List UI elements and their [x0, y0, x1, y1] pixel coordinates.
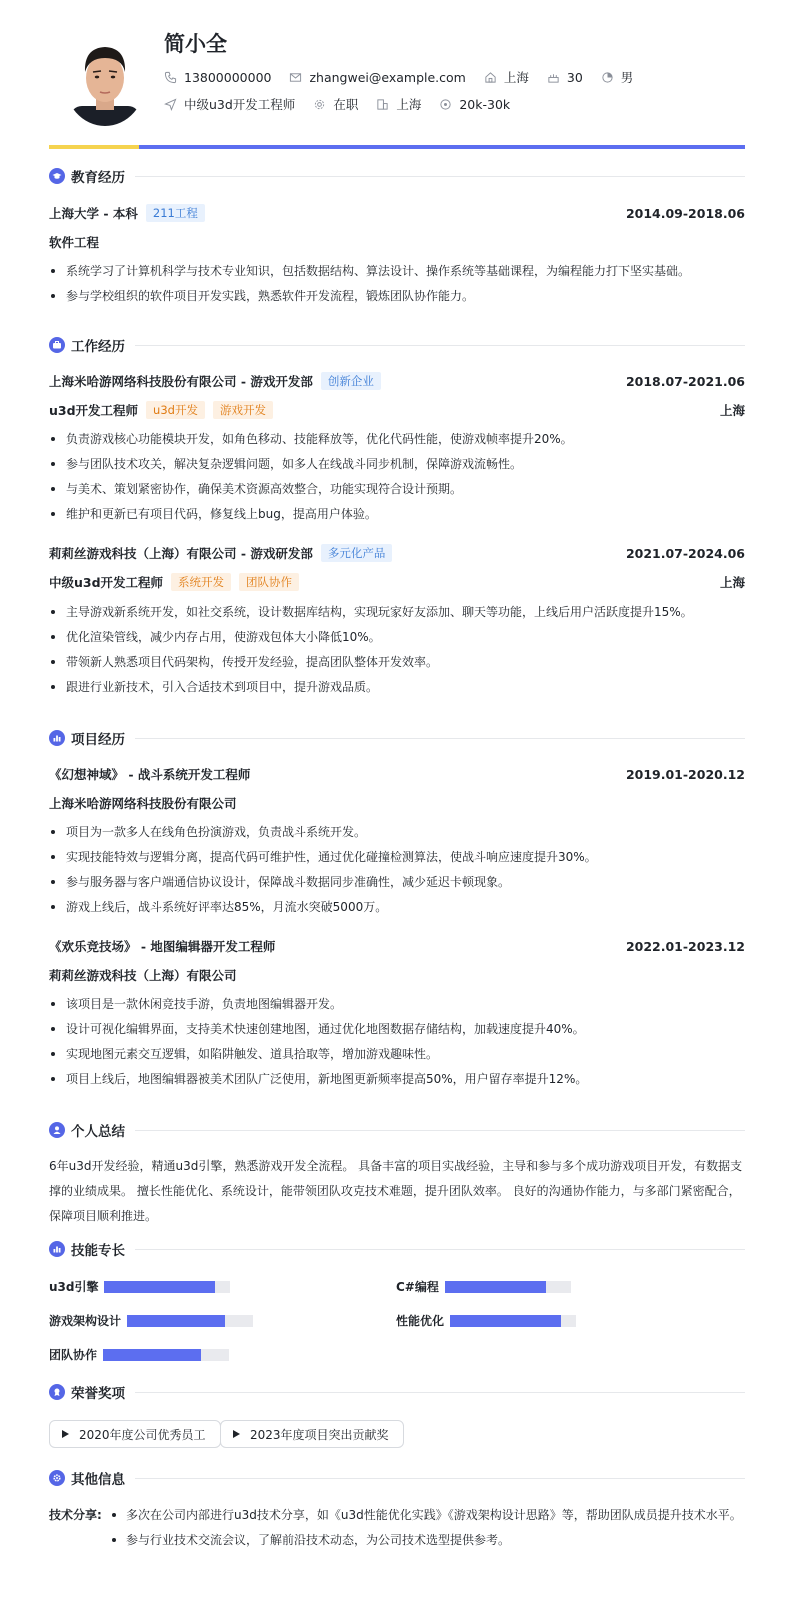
list-item: 游戏上线后，战斗系统好评率达85%，月流水突破5000万。 — [49, 897, 745, 922]
gear-icon — [313, 98, 326, 111]
project-company: 上海米哈游网络科技股份有限公司 — [49, 796, 237, 811]
skill-bar — [127, 1315, 253, 1327]
job-1-bullets — [49, 429, 745, 529]
education-header — [49, 204, 745, 222]
skill-bar — [450, 1315, 576, 1327]
skill-fill — [104, 1281, 215, 1293]
list-item: 优化渲染管线，减少内存占用，使游戏包体大小降低10%。 — [49, 627, 745, 652]
list-item: 参与团队技术攻关，解决复杂逻辑问题，如多人在线战斗同步机制，保障游戏流畅性。 — [49, 454, 745, 479]
list-item: 项目为一款多人在线角色扮演游戏，负责战斗系统开发。 — [49, 822, 745, 847]
job-role: 中级u3d开发工程师 — [49, 575, 164, 590]
list-item: 项目上线后，地图编辑器被美术团队广泛使用，新地图更新频率提高50%，用户留存率提升12%。 — [49, 1069, 745, 1094]
list-item: 实现技能特效与逻辑分离，提高代码可维护性，通过优化碰撞检测算法，使战斗响应速度提升30%。 — [49, 847, 745, 872]
list-item: 与美术、策划紧密协作，确保美术资源高效整合，功能实现符合设计预期。 — [49, 479, 745, 504]
job-date: 2018.07-2021.06 — [625, 373, 745, 389]
role-tag: 团队协作 — [239, 573, 299, 591]
education-date: 2014.09-2018.06 — [625, 205, 745, 221]
project-company: 莉莉丝游戏科技（上海）有限公司 — [49, 968, 237, 983]
coin-icon — [439, 98, 452, 111]
project-1-header — [49, 765, 745, 783]
list-item: 跟进行业新技术，引入合适技术到项目中，提升游戏品质。 — [49, 677, 745, 702]
role-tag: 游戏开发 — [213, 401, 273, 419]
chart-bars-icon — [49, 1241, 65, 1257]
briefcase-icon — [49, 337, 65, 353]
list-item: 系统学习了计算机科学与技术专业知识，包括数据结构、算法设计、操作系统等基础课程，为编程能力打下坚实基础。 — [49, 261, 745, 286]
play-icon — [62, 1430, 69, 1438]
summary-text: 6年u3d开发经验，精通u3d引擎，熟悉游戏开发全流程。 具备丰富的项目实战经验，主导和参与多个成功游戏项目开发，有数据支 撑的业绩成果。 擅长性能优化、系统设计，能带领团队攻克技术难题，提升团队效率。 良好的沟通协作能力，与多部门紧密配合， 保障项目顺利推进。 — [49, 1159, 743, 1223]
email[interactable]: zhangwei@example.com — [289, 70, 465, 85]
project-2-bullets — [49, 994, 745, 1094]
major-row — [49, 233, 745, 251]
phone: 13800000000 — [164, 70, 271, 85]
age: 30 — [547, 70, 583, 85]
skill-fill — [450, 1315, 561, 1327]
major: 软件工程 — [49, 235, 100, 250]
medal-icon — [49, 1384, 65, 1400]
list-item: 维护和更新已有项目代码，修复线上bug，提高用户体验。 — [49, 504, 745, 529]
award-item: 2023年度项目突出贡献奖 — [220, 1420, 404, 1448]
section-summary: 个人总结 — [49, 1120, 745, 1140]
job-location: 上海 — [719, 575, 745, 590]
work-city: 上海 — [376, 95, 421, 113]
skill-item: 游戏架构设计 — [49, 1312, 253, 1329]
target-position: 中级u3d开发工程师 — [164, 95, 295, 113]
project-2-company — [49, 966, 745, 984]
job-2-role — [49, 573, 745, 591]
avatar — [64, 34, 146, 126]
section-projects: 项目经历 — [49, 728, 745, 748]
company-name: 莉莉丝游戏科技（上海）有限公司 - 游戏研发部 — [49, 546, 313, 561]
skill-item: 性能优化 — [396, 1312, 576, 1329]
header-divider — [49, 145, 745, 149]
skill-fill — [103, 1349, 201, 1361]
role-tag: 系统开发 — [171, 573, 231, 591]
user-icon — [49, 1122, 65, 1138]
job-1-header — [49, 372, 745, 390]
home-icon — [484, 71, 497, 84]
list-item: 该项目是一款休闲竞技手游，负责地图编辑器开发。 — [49, 994, 745, 1019]
job-intent-row — [164, 95, 528, 113]
other-label: 技术分享: — [49, 1508, 102, 1522]
project-date: 2019.01-2020.12 — [625, 766, 745, 782]
list-item: 负责游戏核心功能模块开发，如角色移动、技能释放等，优化代码性能，使游戏帧率提升20%。 — [49, 429, 745, 454]
skill-item: C#编程 — [396, 1278, 571, 1295]
job-date: 2021.07-2024.06 — [625, 545, 745, 561]
list-item: 参与学校组织的软件项目开发实践，熟悉软件开发流程，锻炼团队协作能力。 — [49, 286, 745, 311]
list-item: 实现地图元素交互逻辑，如陷阱触发、道具拾取等，增加游戏趣味性。 — [49, 1044, 745, 1069]
skill-bar — [445, 1281, 571, 1293]
cake-icon — [547, 71, 560, 84]
job-2-header — [49, 544, 745, 562]
project-2-header — [49, 937, 745, 955]
candidate-name: 简小全 — [164, 32, 227, 56]
list-item: 设计可视化编辑界面，支持美术快速创建地图，通过优化地图数据存储结构，加载速度提升40%。 — [49, 1019, 745, 1044]
education-bullets — [49, 261, 745, 311]
section-education: 教育经历 — [49, 166, 745, 186]
phone-icon — [164, 71, 177, 84]
list-item: 带领新人熟悉项目代码架构，传授开发经验，提高团队整体开发效率。 — [49, 652, 745, 677]
section-skills: 技能专长 — [49, 1239, 745, 1259]
section-awards: 荣誉奖项 — [49, 1382, 745, 1402]
skill-fill — [445, 1281, 546, 1293]
email-icon — [289, 71, 302, 84]
project-name: 《幻想神域》 - 战斗系统开发工程师 — [49, 767, 251, 782]
award-item: 2020年度公司优秀员工 — [49, 1420, 221, 1448]
play-icon — [233, 1430, 240, 1438]
project-1-bullets — [49, 822, 745, 922]
job-2-bullets — [49, 602, 745, 702]
skill-bar — [103, 1349, 229, 1361]
list-item: 主导游戏新系统开发，如社交系统，设计数据库结构，实现玩家好友添加、聊天等功能，上线后用户活跃度提升15%。 — [49, 602, 745, 627]
send-icon — [164, 98, 177, 111]
section-work: 工作经历 — [49, 335, 745, 355]
skill-fill — [127, 1315, 225, 1327]
list-item: 参与行业技术交流会议，了解前沿技术动态，为公司技术选型提供参考。 — [110, 1531, 742, 1556]
project-name: 《欢乐竞技场》 - 地图编辑器开发工程师 — [49, 939, 276, 954]
job-role: u3d开发工程师 — [49, 403, 139, 418]
list-item: 参与服务器与客户端通信协议设计，保障战斗数据同步准确性，减少延迟卡顿现象。 — [49, 872, 745, 897]
company-tag: 多元化产品 — [321, 544, 393, 562]
city: 上海 — [484, 68, 529, 86]
project-date: 2022.01-2023.12 — [625, 938, 745, 954]
project-1-company — [49, 794, 745, 812]
graduation-cap-icon — [49, 168, 65, 184]
school-name: 上海大学 - 本科 — [49, 206, 138, 221]
gear-icon — [49, 1470, 65, 1486]
role-tag: u3d开发 — [146, 401, 205, 419]
other-list — [110, 1506, 742, 1556]
chart-bars-icon — [49, 730, 65, 746]
gender-icon — [601, 71, 614, 84]
company-tag: 创新企业 — [321, 372, 381, 390]
job-location: 上海 — [719, 403, 745, 418]
building-icon — [376, 98, 389, 111]
job-1-role — [49, 401, 745, 419]
expected-salary: 20k-30k — [439, 97, 510, 112]
skill-item: u3d引擎 — [49, 1278, 230, 1295]
section-other: 其他信息 — [49, 1468, 745, 1488]
school-tag: 211工程 — [146, 204, 205, 222]
skill-bar — [104, 1281, 230, 1293]
skill-item: 团队协作 — [49, 1346, 229, 1363]
contact-row — [164, 68, 651, 86]
list-item: 多次在公司内部进行u3d技术分享，如《u3d性能优化实践》《游戏架构设计思路》等，帮助团队成员提升技术水平。 — [110, 1506, 742, 1531]
company-name: 上海米哈游网络科技股份有限公司 - 游戏开发部 — [49, 374, 313, 389]
employment-status: 在职 — [313, 95, 358, 113]
gender: 男 — [601, 68, 634, 86]
